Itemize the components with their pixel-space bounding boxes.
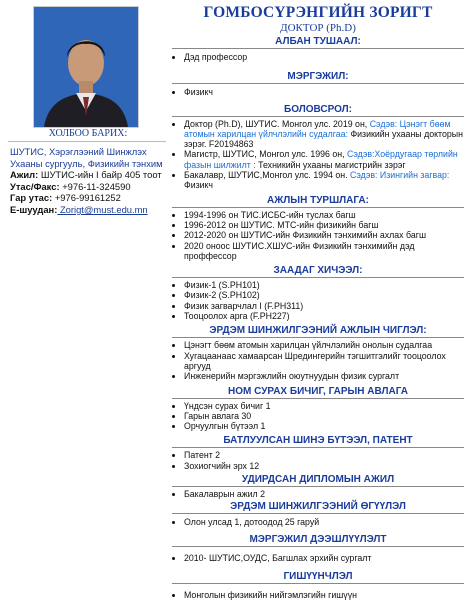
list-item: • Физик-2 (S.PH102) (184, 290, 464, 300)
section-title-theses: УДИРДСАН ДИПЛОМЫН АЖИЛ (172, 474, 464, 487)
list-item: • Цэнэгт бөөм атомын харилцан үйлчлэлийн онолын судалгаа (184, 340, 464, 350)
list-item: • Гарын авлага 30 (184, 411, 464, 421)
books-list (172, 401, 464, 432)
list-item: • Зохиогчийн эрх 12 (184, 461, 464, 471)
research-list (172, 340, 464, 381)
phone-fax-label: Утас/Факс: (10, 180, 60, 192)
position-list (172, 52, 464, 62)
person-name: ГОМБОСҮРЭНГИЙН ЗОРИГТ (203, 4, 433, 21)
email-link[interactable]: Zorigt@must.edu.mn (57, 203, 148, 215)
section-title-education: БОЛОВСРОЛ: (172, 104, 464, 117)
list-item: • 1994-1996 он ТИС.ИСБС-ийн туслах багш (184, 210, 464, 220)
email-label: Е-шуудан: (10, 203, 58, 215)
section-title-position: АЛБАН ТУШААЛ: (172, 36, 464, 49)
contact-block (10, 146, 170, 216)
list-item: • Физик-1 (S.PH101) (184, 280, 464, 290)
list-item: • 1996-2012 он ШУТИС. МТС-ийн физикийн багш (184, 220, 464, 230)
patents-list (172, 450, 464, 471)
list-item: • 2012-2020 он ШУТИС-ийн Физикийн тэнхимийн ахлах багш (184, 230, 464, 240)
section-title-courses: ЗААДАГ ХИЧЭЭЛ: (172, 265, 464, 278)
education-text: Бакалавр, ШУТИС,Монгол улс. 1994 он. (184, 170, 350, 181)
section-title-profession: МЭРГЭЖИЛ: (172, 71, 464, 84)
section-title-membership: ГИШҮҮНЧЛЭЛ (172, 571, 464, 584)
thesis-topic: Сэдэв: Изингийн загвар: (349, 170, 450, 181)
list-item (184, 149, 464, 170)
section-title-patents: БАТЛУУЛСАН ШИНЭ БҮТЭЭЛ, ПАТЕНТ (172, 435, 464, 448)
education-text: Физикийн ухааны докторын зэрэг. F20194863 (184, 128, 463, 150)
training-list (172, 553, 464, 563)
section-title-books: НОМ СУРАХ БИЧИГ, ГАРЫН АВЛАГА (172, 386, 464, 399)
education-text: Техникийн ухааны магистрийн зэрэг (255, 159, 406, 170)
education-text: Доктор (Ph.D), ШУТИС. Монгол улс. 2019 он, (184, 118, 370, 129)
section-title-publications: ЭРДЭМ ШИНЖИЛГЭЭНИЙ ӨГҮҮЛЭЛ (172, 501, 464, 514)
resume-main (172, 4, 464, 600)
profile-photo (33, 6, 139, 128)
person-photo-image (34, 7, 138, 127)
list-item: • Олон улсад 1, дотоодод 25 гаруй (184, 517, 464, 527)
list-item (184, 119, 464, 150)
list-item: • Физик загварчлал I (F.PH311) (184, 301, 464, 311)
list-item: • Патент 2 (184, 450, 464, 460)
degree-title: ДОКТОР (Ph.D) (280, 22, 356, 34)
list-item: • Үндсэн сурах бичиг 1 (184, 401, 464, 411)
mobile-label: Гар утас: (10, 192, 53, 204)
membership-list (172, 590, 464, 600)
list-item: • 2020 оноос ШУТИС.ХШУС-ийн Физикийн тэнхимийн дэд проффессор (184, 241, 464, 262)
profession-list (172, 87, 464, 97)
list-item: • 2010- ШУТИС,ОУДС, Багшлах эрхийн сургалт (184, 553, 464, 563)
work-address-row (10, 169, 170, 181)
mobile-value: +976-99161252 (54, 192, 121, 204)
list-item: • Дэд профессор (184, 52, 464, 62)
list-item (184, 170, 464, 191)
section-title-experience: АЖЛЫН ТУРШЛАГА: (172, 195, 464, 208)
list-item: • Тооцоолох арга (F.PH227) (184, 311, 464, 321)
contact-heading: ХОЛБОО БАРИХ: (48, 128, 128, 139)
email-row (10, 204, 170, 216)
section-title-training: МЭРГЭЖИЛ ДЭЭШЛҮҮЛЭЛТ (172, 534, 464, 547)
work-value: ШУТИС-ийн I байр 405 тоот (40, 169, 162, 181)
section-title-research: ЭРДЭМ ШИНЖИЛГЭЭНИЙ АЖЛЫН ЧИГЛЭЛ: (172, 325, 464, 338)
list-item: • Хугацаанаас хамаарсан Шредингерийн тэгшитгэлийг тооцоолох аргууд (184, 351, 464, 372)
work-label: Ажил: (10, 169, 39, 181)
education-text: Магистр, ШУТИС, Монгол улс. 1996 он, (184, 149, 347, 160)
experience-list (172, 210, 464, 261)
list-item: • Физикч (184, 87, 464, 97)
list-item: • Монголын физикийн нийгэмлэгийн гишүүн (184, 590, 464, 600)
phone-fax-value: +976-11-324590 (62, 180, 131, 192)
list-item: • Орчуулгын бүтээл 1 (184, 421, 464, 431)
thesis-topic: Сэдэв: Цэнэгт бөөм атомын харилцан үйлчлэлийн судалгаа: (184, 118, 451, 139)
theses-list (172, 489, 464, 499)
publications-list (172, 517, 464, 527)
organization-text: ШУТИС, Хэрэглээний Шинжлэх Ухааны сургууль, Физикийн тэнхим (10, 146, 163, 169)
education-list (172, 119, 464, 191)
phone-fax-row (10, 181, 170, 193)
list-item: • Инженерийн мэргэжлийн оюутнуудын физик сургалт (184, 371, 464, 381)
thesis-topic: Сэдэв:Хоёрдугаар төрлийн фазын шилжилт : (184, 149, 458, 170)
list-item: • Бакалаврын ажил 2 (184, 489, 464, 499)
left-divider (8, 141, 166, 142)
mobile-row (10, 192, 170, 204)
education-text: Физикч (184, 180, 213, 191)
courses-list (172, 280, 464, 321)
